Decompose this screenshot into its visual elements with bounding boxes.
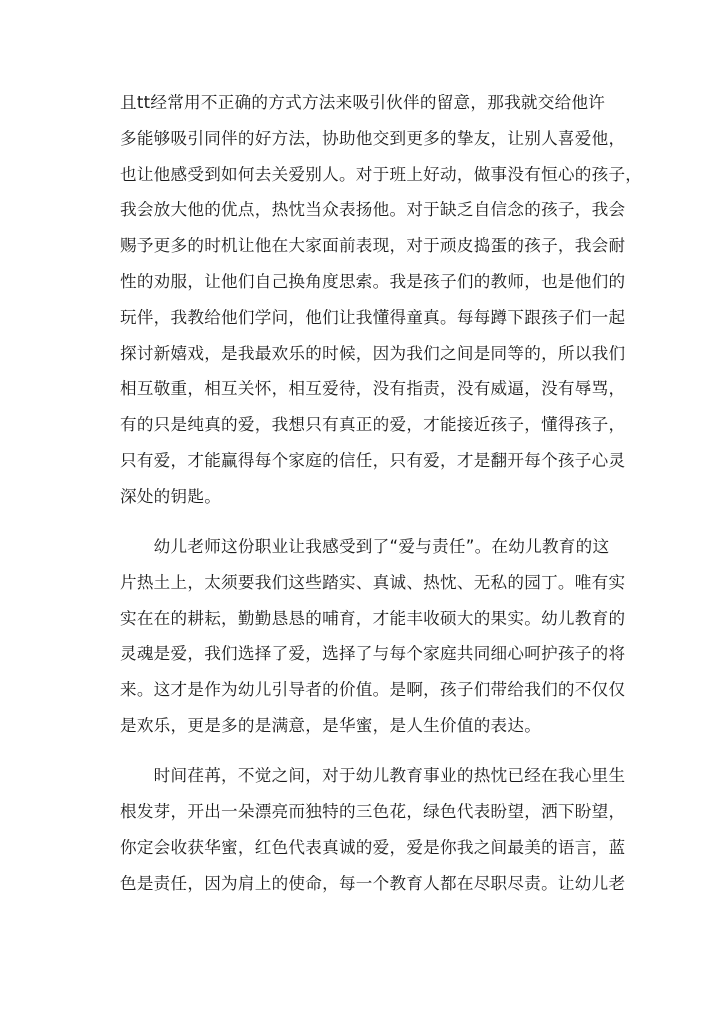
text-line: 赐予更多的时机让他在大家面前表现，对于顽皮捣蛋的孩子，我会耐: [120, 236, 626, 256]
text-line: 色是责任，因为肩上的使命，每一个教育人都在尽职尽责。让幼儿老: [120, 873, 626, 893]
text-line: 实在在的耕耘，勤勤恳恳的哺育，才能丰收硕大的果实。幼儿教育的: [120, 608, 626, 628]
document-body: [120, 85, 643, 902]
text-line: 是欢乐，更是多的是满意，是华蜜，是人生价值的表达。: [120, 716, 542, 736]
text-line: 深处的钥匙。: [120, 486, 222, 506]
text-line: 多能够吸引同伴的好方法，协助他交到更多的挚友，让别人喜爱他，: [120, 128, 626, 148]
text-line: 相互敬重，相互关怀，相互爱待，没有指责，没有威逼，没有辱骂，: [120, 379, 626, 399]
text-line: 玩伴，我教给他们学问，他们让我懂得童真。每每蹲下跟孩子们一起: [120, 307, 626, 327]
paragraph-1: [120, 85, 643, 515]
paragraph-spacing: [120, 744, 610, 759]
paragraph-2: [120, 529, 626, 744]
paragraph-3: [120, 758, 626, 901]
text-line: 有的只是纯真的爱，我想只有真正的爱，才能接近孩子，懂得孩子，: [120, 415, 626, 435]
text-line: 性的劝服，让他们自己换角度思索。我是孩子们的教师，也是他们的: [120, 271, 626, 291]
text-line: 且tt经常用不正确的方式方法来吸引伙伴的留意，那我就交给他许: [120, 93, 606, 112]
text-line: 探讨新嬉戏，是我最欢乐的时候，因为我们之间是同等的，所以我们: [120, 343, 626, 363]
text-line: 你定会收获华蜜，红色代表真诚的爱，爱是你我之间最美的语言，蓝: [120, 837, 626, 857]
text-line: 我会放大他的优点，热忱当众表扬他。对于缺乏自信念的孩子，我会: [120, 200, 626, 220]
text-line: 灵魂是爱，我们选择了爱，选择了与每个家庭共同细心呵护孩子的将: [120, 644, 626, 664]
text-line: 来。这才是作为幼儿引导者的价值。是啊，孩子们带给我们的不仅仅: [120, 680, 626, 700]
text-line: 片热土上，太须要我们这些踏实、真诚、热忱、无私的园丁。唯有实: [120, 572, 626, 592]
text-line: 只有爱，才能赢得每个家庭的信任，只有爱，才是翻开每个孩子心灵: [120, 450, 626, 470]
paragraph-spacing: [120, 515, 610, 530]
text-line: 时间荏苒，不觉之间，对于幼儿教育事业的热忱已经在我心里生: [120, 766, 626, 786]
text-line: 根发芽，开出一朵漂亮而独特的三色花，绿色代表盼望，洒下盼望，: [120, 802, 626, 822]
text-line: 也让他感受到如何去关爱别人。对于班上好动，做事没有恒心的孩子，: [120, 164, 643, 184]
text-line: 幼儿老师这份职业让我感受到了“爱与责任”。在幼儿教育的这: [120, 537, 610, 557]
